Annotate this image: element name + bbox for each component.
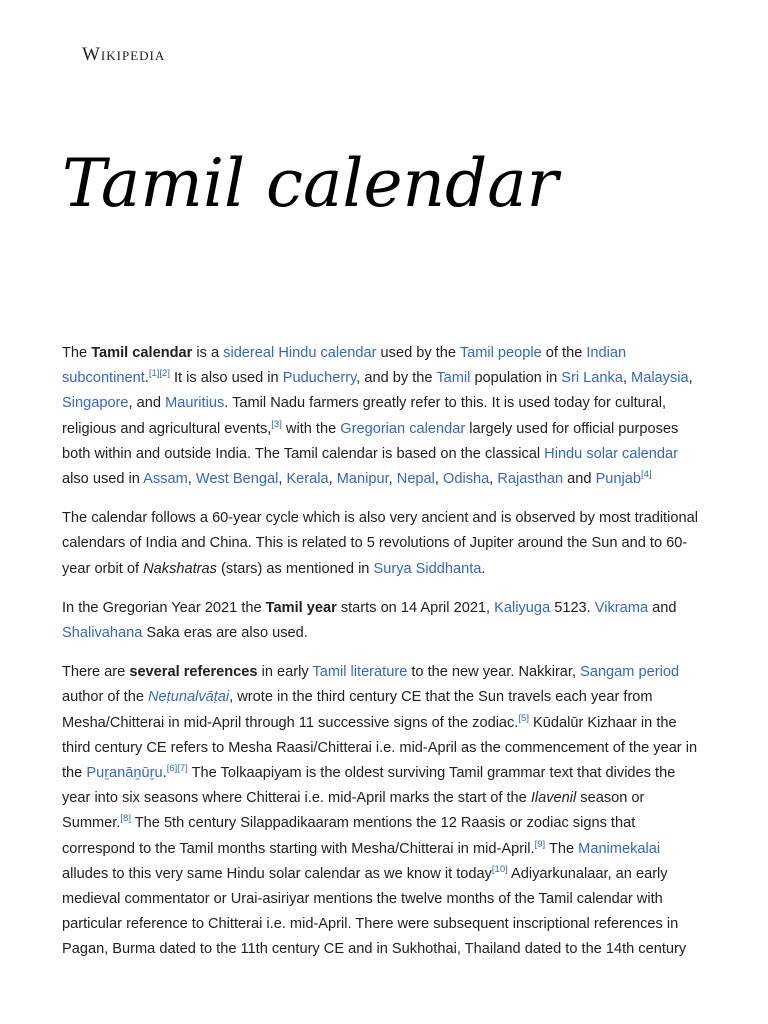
body-text: The [62,345,92,361]
body-text: . [162,765,167,782]
body-text: and [563,471,596,488]
article-link[interactable]: Punjab [595,471,642,488]
citation-link[interactable]: [9] [534,838,546,850]
article-link[interactable]: West Bengal [195,471,279,488]
body-text: population in [470,370,562,387]
body-text: of the [541,345,587,361]
article-link[interactable]: Mauritius [165,395,225,412]
article-link[interactable]: Puṟanāṉūṟu [86,765,163,782]
body-text: (stars) as mentioned in [216,560,374,577]
body-text: , and by the [356,370,437,387]
body-text: , wrote in the third century CE that the Sun travels each year from Mesha/Chitterai in mid-April through 11 successive signs of the zodiac. [62,689,653,731]
body-text: Adiyarkunalaar, an early medieval commentator or Urai-asiriyar mentions the twelve months of the Tamil calendar with particular reference to Chitterai i.e. mid-April. There were subsequent inscriptional references in Pagan, Burma dated to the 11th century CE and in Sukhothai, Thailand dated to the 14th century [62,865,687,958]
article-link[interactable]: Puducherry [282,370,357,387]
body-text: . Tamil Nadu farmers greatly refer to this. It is used today for cultural, religious and agricultural events, [62,395,667,437]
body-text: Saka eras are also used. [142,625,308,642]
article-link[interactable]: Singapore [62,395,129,412]
body-text: alludes to this very same Hindu solar calendar as we know it today [62,865,492,882]
article-link[interactable]: Odisha [443,471,490,488]
body-text: largely used for official purposes both within and outside India. The Tamil calendar is based on the classical [62,420,679,462]
article-link[interactable]: Surya Siddhanta [373,560,482,577]
article-link[interactable]: Vikrama [594,599,649,616]
body-text: The 5th century Silappadikaaram mentions the 12 Raasis or zodiac signs that correspond to the Tamil months starting with Mesha/Chitterai in mid-April. [62,815,636,857]
citation-link[interactable]: [3] [271,418,282,430]
article-paragraph-3 [62,596,704,646]
article-link[interactable]: Rajasthan [497,471,564,488]
citation-ref[interactable] [120,814,131,825]
citation-link[interactable]: [7] [177,763,188,775]
citation-ref[interactable] [535,839,546,850]
citation-link[interactable]: [10] [491,864,508,875]
article-link[interactable]: Sangam period [580,664,680,681]
article-link[interactable]: Assam [143,471,188,488]
article-link[interactable]: Kaliyuga [494,599,551,616]
body-text: , and [128,395,166,412]
body-text: , [434,471,444,488]
body-text: to the new year. Nakkirar, [407,664,581,681]
bold-term: Tamil calendar [91,345,193,361]
body-text: The Tolkaapiyam is the oldest surviving Tamil grammar text that divides the year into six seasons where Chitterai i.e. mid-April marks the start of the [62,765,676,807]
article-paragraph-4 [62,660,704,962]
article-link[interactable]: Hindu calendar [278,345,377,361]
article-link[interactable]: Neṭunalvāṭai [148,689,230,706]
body-text: is a [192,345,224,361]
body-text: There are [62,664,130,681]
article-link[interactable]: Sri Lanka [561,370,623,387]
body-text: and [648,599,677,616]
article-link[interactable]: sidereal [223,345,275,361]
body-text: The [545,840,579,857]
citation-ref[interactable] [492,864,508,875]
italic-term: Nakshatras [143,560,217,577]
body-text: . [144,370,149,387]
body-text: , [388,471,397,488]
article-link[interactable]: Tamil people [459,345,542,361]
article-link[interactable]: Kerala [286,471,329,488]
body-text: , [187,471,196,488]
body-text: , [622,370,632,387]
citation-link[interactable]: [1] [148,368,160,380]
citation-link[interactable]: [4] [641,469,652,481]
article-link[interactable]: Hindu solar calendar [544,445,679,462]
body-text: with the [281,420,341,437]
body-text: , [278,471,287,488]
body-text: , [688,370,693,387]
article-link[interactable]: Manipur [336,471,389,488]
body-text: in early [257,664,313,681]
article-link[interactable]: Tamil literature [312,664,408,681]
body-text: . [481,560,486,577]
article-link[interactable]: Manimekalai [578,840,661,857]
body-text: The calendar follows a 60-year cycle which is also very ancient and is observed by most traditional calendars of India and China. This is related to 5 revolutions of Jupiter around the Sun and to 60-year orbit of [62,510,698,577]
bold-term: several references [129,664,258,681]
body-text: It is also used in [169,370,283,387]
article-link[interactable]: Indian subcontinent [62,345,627,387]
article-link[interactable]: Tamil [436,370,471,387]
citation-ref[interactable] [271,419,282,430]
citation-ref[interactable] [177,763,188,774]
body-text: In the Gregorian Year 2021 the [62,599,266,616]
body-text: season or Summer. [62,790,645,832]
body-text: used by the [376,345,460,361]
body-text: , [328,471,337,488]
citation-ref[interactable] [518,713,529,724]
article-link[interactable]: Gregorian calendar [340,420,466,437]
body-text: also used in [62,471,144,488]
wikipedia-wordmark-link[interactable]: Wikipedia [82,44,166,65]
page-title: Tamil calendar [62,145,559,222]
citation-link[interactable]: [2] [159,368,170,380]
body-text: author of the [62,689,149,706]
citation-ref[interactable] [159,368,170,379]
citation-link[interactable]: [8] [120,813,131,825]
body-text: 5123. [550,599,595,616]
body-text: , [489,471,498,488]
article-paragraph-1 [62,341,704,492]
article-link[interactable]: Shalivahana [62,625,143,642]
article-link[interactable]: Malaysia [631,370,689,387]
article-link[interactable]: Nepal [396,471,435,488]
citation-link[interactable]: [6] [166,763,178,775]
body-text: starts on 14 April 2021, [336,599,495,616]
citation-ref[interactable] [149,368,160,379]
italic-term: Ilavenil [530,790,577,807]
citation-ref[interactable] [641,469,652,480]
citation-ref[interactable] [167,763,178,774]
body-text: Kūdalūr Kizhaar in the third century CE refers to Mesha Raasi/Chitterai i.e. mid-April as the commencement of the year in the [62,714,698,782]
article-paragraph-2 [62,506,704,582]
citation-link[interactable]: [5] [518,712,529,724]
bold-term: Tamil year [265,599,337,616]
article-content [62,341,704,977]
